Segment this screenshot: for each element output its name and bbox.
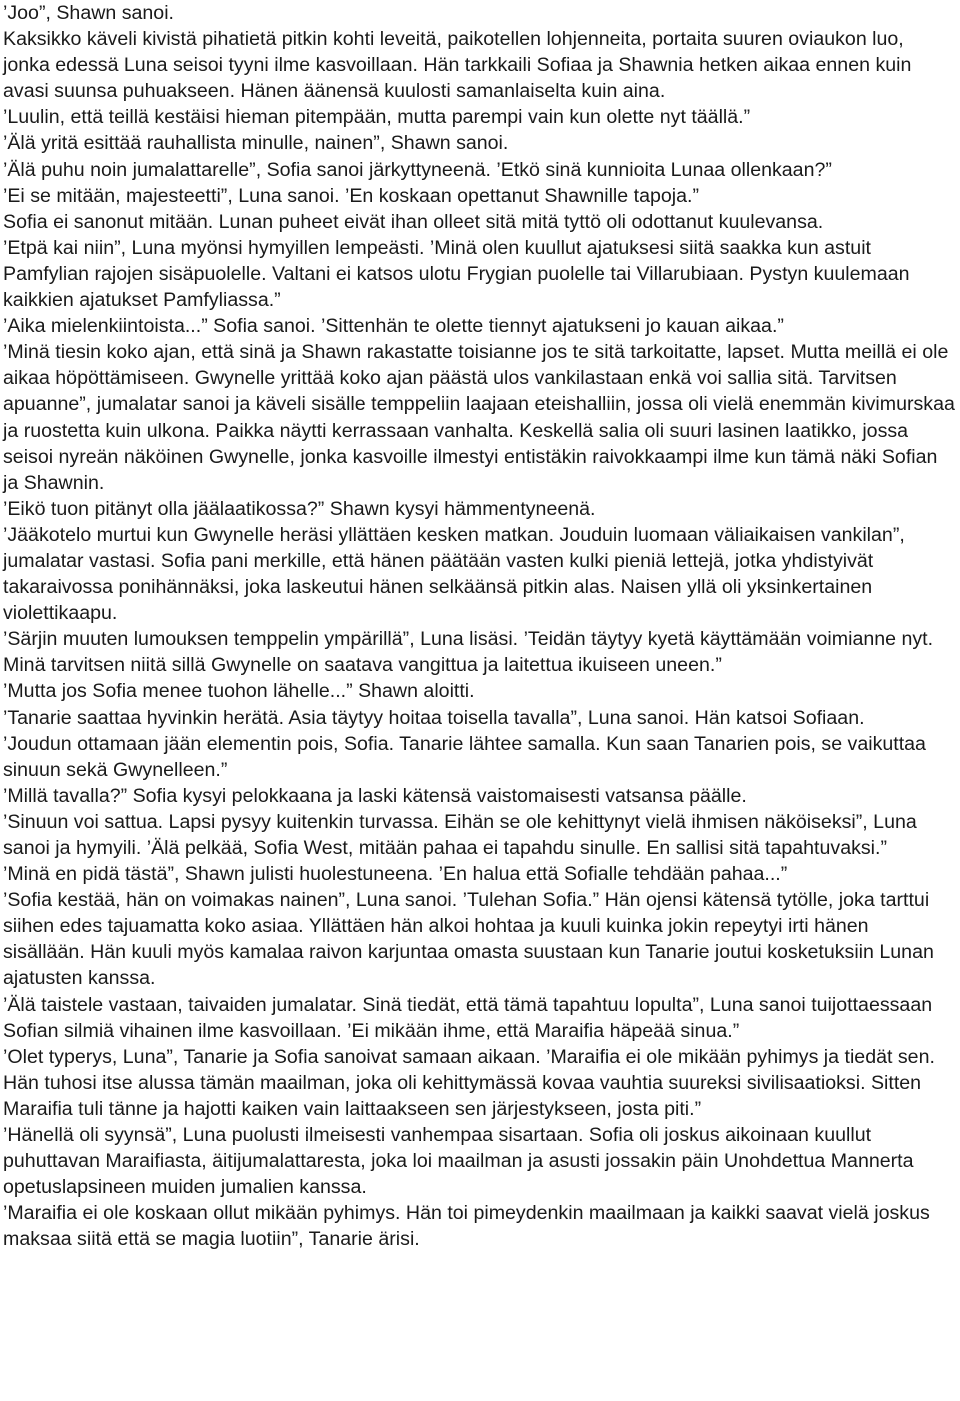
paragraph: ’Älä taistele vastaan, taivaiden jumalatar. Sinä tiedät, että tämä tapahtuu lopulta”, Luna sanoi tuijottaessaan Sofian silmiä vihainen ilme kasvoillaan. ’Ei mikään ihme, että Maraifia häpeää sinua.” <box>3 993 933 1042</box>
paragraph: ’Ei se mitään, majesteetti”, Luna sanoi. ’En koskaan opettanut Shawnille tapoja.” <box>3 184 699 207</box>
paragraph: ’Maraifia ei ole koskaan ollut mikään pyhimys. Hän toi pimeydenkin maailmaan ja kaikki saavat vielä joskus maksaa siitä että se magia luotiin”, Tanarie ärisi. <box>3 1202 930 1251</box>
paragraph: ’Mutta jos Sofia menee tuohon lähelle...” Shawn aloitti. <box>3 680 475 703</box>
paragraph: ’Olet typerys, Luna”, Tanarie ja Sofia sanoivat samaan aikaan. ’Maraifia ei ole mikään pyhimys ja tiedät sen. Hän tuhosi itse alussa tämän maailman, joka oli kehittymässä kovaa vauhtia suureksi sivilisaatioksi. Sitten Maraifia tuli tänne ja hajotti kaiken vain laittaakseen sen järjestykseen, josta piti.” <box>3 1045 935 1120</box>
paragraph: ’Sinuun voi sattua. Lapsi pysyy kuitenkin turvassa. Eihän se ole kehittynyt vielä ihmisen näköiseksi”, Luna sanoi ja hymyili. ’Älä pelkää, Sofia West, mitään pahaa ei tapahdu sinulle. En sallisi sitä tapahtuvaksi.” <box>3 810 917 859</box>
paragraph: ’Eikö tuon pitänyt olla jäälaatikossa?” Shawn kysyi hämmentyneenä. <box>3 497 596 520</box>
paragraph: ’Tanarie saattaa hyvinkin herätä. Asia täytyy hoitaa toisella tavalla”, Luna sanoi. Hän katsoi Sofiaan. <box>3 706 865 729</box>
paragraph: ’Joo”, Shawn sanoi. <box>3 2 174 24</box>
paragraph: ’Älä puhu noin jumalattarelle”, Sofia sanoi järkyttyneenä. ’Etkö sinä kunnioita Lunaa ollenkaan?” <box>3 158 832 181</box>
paragraph: Kaksikko käveli kivistä pihatietä pitkin kohti leveitä, paikotellen lohjenneita, portaita suuren oviaukon luo, jonka edessä Luna seisoi tyyni ilme kasvoillaan. Hän tarkkaili Sofiaa ja Shawnia hetken aikaa ennen kuin avasi suunsa puhuakseen. Hänen äänensä kuulosti samanlaiselta kuin aina. <box>3 28 912 103</box>
paragraph: ’Etpä kai niin”, Luna myönsi hymyillen lempeästi. ’Minä olen kuullut ajatuksesi siitä saakka kun astuit Pamfylian rajojen sisäpuolelle. Valtani ei katsos ulotu Frygian puolelle tai Villarubiaan. Pystyn kuulemaan kaikkien ajatukset Pamfyliassa.” <box>3 236 910 312</box>
paragraph: ’Sofia kestää, hän on voimakas nainen”, Luna sanoi. ’Tulehan Sofia.” Hän ojensi kätensä tytölle, joka tarttui siihen edes tajuamatta koko asiaa. Yllättäen hän alkoi hohtaa ja kuuli kuinka jokin repeytyi irti hänen sisällään. Hän kuuli myös kamalaa raivon karjuntaa omasta suustaan kun Tanarie joutui kosketuksiin Lunan ajatusten kanssa. <box>3 889 934 990</box>
paragraph: ’Älä yritä esittää rauhallista minulle, nainen”, Shawn sanoi. <box>3 132 509 155</box>
document-page <box>3 0 955 1253</box>
paragraph: ’Jääkotelo murtui kun Gwynelle heräsi yllättäen kesken matkan. Jouduin luomaan väliaikaisen vankilan”, jumalatar vastasi. Sofia pani merkille, että hänen päätään vasten kulki pieniä lettejä, jotka yhdistyivät takaraivossa ponihännäksi, joka laskeutui hänen selkäänsä pitkin alas. Naisen yllä oli yksinkertainen violettikaapu. <box>3 523 905 625</box>
paragraph: ’Särjin muuten lumouksen temppelin ympärillä”, Luna lisäsi. ’Teidän täytyy kyetä käyttämään voimianne nyt. Minä tarvitsen niitä sillä Gwynelle on saatava vangittua ja laitettua ikuiseen uneen.” <box>3 628 934 677</box>
paragraph: ’Minä tiesin koko ajan, että sinä ja Shawn rakastatte toisianne jos te sitä tarkoitatte, lapset. Mutta meillä ei ole aikaa höpöttämiseen. Gwynelle yrittää koko ajan päästä ulos vankilastaan enkä voi sallia sitä. Tarvitsen apuanne”, jumalatar sanoi ja käveli sisälle temppeliin laajaan eteishalliin, jossa oli vielä enemmän kivimurskaa ja ruostetta kuin ulkona. Paikka näytti kerrassaan vanhalta. Keskellä salia oli suuri lasinen laatikko, jossa seisoi nyreän näköinen Gwynelle, jonka kasvoille ilmestyi entistäkin raivokkaampi ilme kun tämä näki Sofian ja Shawnin. <box>3 341 955 494</box>
paragraph: ’Luulin, että teillä kestäisi hieman pitempään, mutta parempi vain kun olette nyt täällä.” <box>3 106 751 129</box>
paragraph: ’Millä tavalla?” Sofia kysyi pelokkaana ja laski kätensä vaistomaisesti vatsansa päälle. <box>3 784 747 807</box>
paragraph: ’Minä en pidä tästä”, Shawn julisti huolestuneena. ’En halua että Sofialle tehdään pahaa...” <box>3 863 788 886</box>
paragraph: ’Aika mielenkiintoista...” Sofia sanoi. ’Sittenhän te olette tiennyt ajatukseni jo kauan aikaa.” <box>3 315 784 338</box>
paragraph: ’Joudun ottamaan jään elementin pois, Sofia. Tanarie lähtee samalla. Kun saan Tanarien pois, se vaikuttaa sinuun sekä Gwynelleen.” <box>3 732 926 781</box>
paragraph: Sofia ei sanonut mitään. Lunan puheet eivät ihan olleet sitä mitä tyttö oli odottanut kuulevansa. <box>3 210 824 233</box>
paragraph: ’Hänellä oli syynsä”, Luna puolusti ilmeisesti vanhempaa sisartaan. Sofia oli joskus aikoinaan kuullut puhuttavan Maraifiasta, äitijumalattaresta, joka loi maailman ja asusti jossakin päin Unohdettua Mannerta opetuslapsineen muiden jumalien kanssa. <box>3 1124 914 1199</box>
